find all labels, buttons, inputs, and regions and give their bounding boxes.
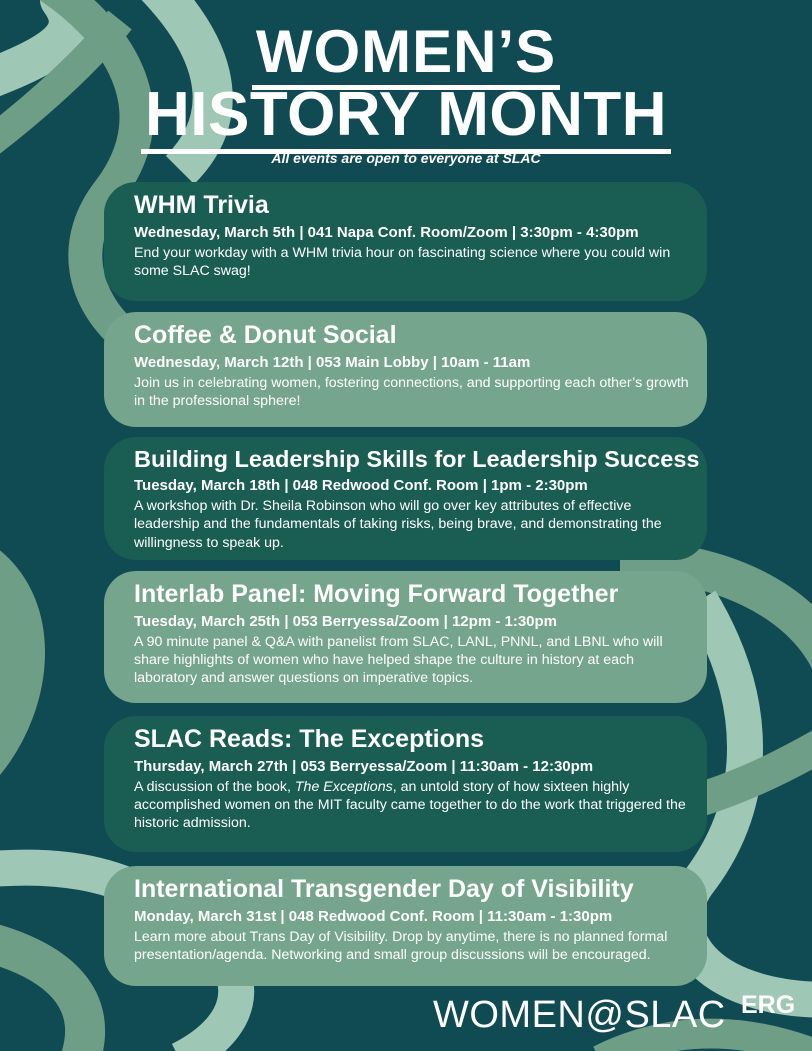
event-title: Building Leadership Skills for Leadership Success bbox=[134, 446, 700, 472]
event-description: A workshop with Dr. Sheila Robinson who will go over key attributes of effective leadership and the fundamentals of taking risks, being brave, and demonstrating the willingness to speak up. bbox=[134, 497, 662, 551]
event-description: A 90 minute panel & Q&A with panelist from SLAC, LANL, PNNL, and LBNL who will share highlights of women who have helped shape the culture in history at each laboratory and answer questions on imperative topics. bbox=[134, 633, 663, 687]
event-description: Join us in celebrating women, fostering connections, and supporting each other’s growth in the professional sphere! bbox=[134, 374, 689, 409]
page-title-line-1: WOMEN’S bbox=[0, 22, 812, 82]
event-title: International Transgender Day of Visibility bbox=[134, 875, 634, 903]
event-card-interlab-panel bbox=[104, 571, 707, 703]
event-description: A discussion of the book, The Exceptions, an untold story of how sixteen highly accomplished women on the MIT faculty came together to do the work that triggered the historic admission. bbox=[134, 778, 686, 832]
event-card-slac-reads bbox=[104, 716, 707, 852]
event-description: Learn more about Trans Day of Visibility. Drop by anytime, there is no planned formal presentation/agenda. Networking and small group discussions will be encouraged. bbox=[134, 928, 668, 963]
event-title: Coffee & Donut Social bbox=[134, 321, 397, 349]
event-meta: Tuesday, March 25th | 053 Berryessa/Zoom | 12pm - 1:30pm bbox=[134, 612, 558, 630]
event-title: SLAC Reads: The Exceptions bbox=[134, 725, 485, 753]
subtitle: All events are open to everyone at SLAC bbox=[271, 150, 541, 166]
org-logo-text: WOMEN@SLAC bbox=[433, 994, 726, 1036]
event-meta: Tuesday, March 18th | 048 Redwood Conf. Room | 1pm - 2:30pm bbox=[134, 476, 588, 494]
event-card-coffee-donut bbox=[104, 312, 707, 427]
event-title: WHM Trivia bbox=[134, 191, 269, 219]
event-card-leadership bbox=[104, 437, 707, 560]
event-meta: Wednesday, March 5th | 041 Napa Conf. Room/Zoom | 3:30pm - 4:30pm bbox=[134, 223, 639, 241]
event-meta: Wednesday, March 12th | 053 Main Lobby | 10am - 11am bbox=[134, 353, 531, 371]
event-card-whm-trivia bbox=[104, 182, 707, 301]
page-title-line-2: HISTORY MONTH bbox=[0, 84, 812, 146]
event-meta: Monday, March 31st | 048 Redwood Conf. Room | 11:30am - 1:30pm bbox=[134, 907, 613, 925]
org-logo-erg: ERG bbox=[741, 991, 796, 1019]
event-description: End your workday with a WHM trivia hour on fascinating science where you could win some SLAC swag! bbox=[134, 244, 671, 279]
event-card-trans-visibility bbox=[104, 866, 707, 986]
event-title: Interlab Panel: Moving Forward Together bbox=[134, 580, 619, 608]
event-meta: Thursday, March 27th | 053 Berryessa/Zoom | 11:30am - 12:30pm bbox=[134, 757, 594, 775]
